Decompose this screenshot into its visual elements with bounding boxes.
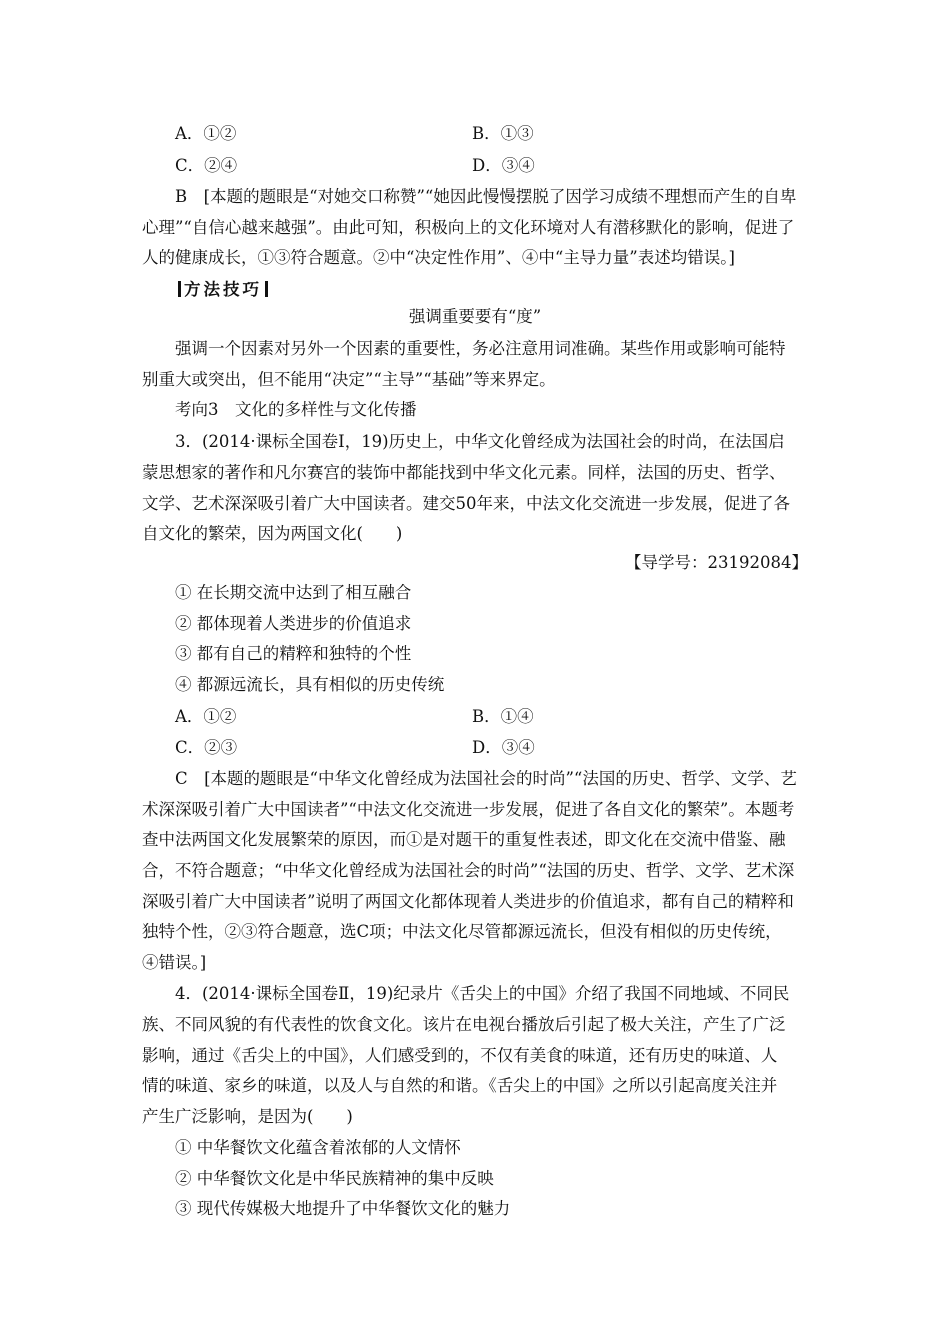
q3-answer-line-4: 合，不符合题意；“中华文化曾经成为法国社会的时尚”“法国的历史、哲学、文学、艺术深 xyxy=(142,861,795,880)
q3-line-3: 文学、艺术深深吸引着广大中国读者。建交50年来，中法文化交流进一步发展，促进了各 xyxy=(142,494,790,513)
q3-answer-line-1: C [本题的题眼是“中华文化曾经成为法国社会的时尚”“法国的历史、哲学、文学、艺 xyxy=(175,769,797,788)
q3-answer-line-6: 独特个性，②③符合题意，选C项；中法文化尽管都源远流长，但没有相似的历史传统， xyxy=(142,922,782,941)
method-line-2: 别重大或突出，但不能用“决定”“主导”“基础”等来界定。 xyxy=(142,370,556,389)
method-tag xyxy=(175,279,271,301)
q3-item-2: ② 都体现着人类进步的价值追求 xyxy=(175,614,412,633)
q4-line-4: 情的味道、家乡的味道，以及人与自然的和谐。《舌尖上的中国》之所以引起高度关注并 xyxy=(142,1076,778,1095)
q3-option-b: B．①④ xyxy=(472,707,534,726)
q3-item-4: ④ 都源远流长，具有相似的历史传统 xyxy=(175,675,445,694)
q3-answer-line-5: 深吸引着广大中国读者”说明了两国文化都体现着人类进步的价值追求，都有自己的精粹和 xyxy=(142,892,794,911)
q3-line-4: 自文化的繁荣，因为两国文化( ) xyxy=(142,524,403,543)
method-tag-label: 方法技巧 xyxy=(184,280,262,299)
option-d: D．③④ xyxy=(472,156,535,175)
q3-answer-line-2: 术深深吸引着广大中国读者”“中法文化交流进一步发展，促进了各自文化的繁荣”。本题考 xyxy=(142,800,795,819)
answer-line-3: 人的健康成长，①③符合题意。②中“决定性作用”、④中“主导力量”表述均错误。] xyxy=(142,248,735,267)
method-title: 强调重要要有“度” xyxy=(408,307,542,326)
guide-number: 【导学号：23192084】 xyxy=(625,553,808,572)
option-a: A．①② xyxy=(175,124,237,143)
q3-option-c: C．②③ xyxy=(175,738,238,757)
q3-option-a: A．①② xyxy=(175,707,237,726)
tag-bar-left xyxy=(178,281,181,297)
q4-line-2: 族、不同风貌的有代表性的饮食文化。该片在电视台播放后引起了极大关注，产生了广泛 xyxy=(142,1015,786,1034)
q4-item-2: ② 中华餐饮文化是中华民族精神的集中反映 xyxy=(175,1169,494,1188)
q3-answer-line-3: 查中法两国文化发展繁荣的原因，而①是对题干的重复性表述，即文化在交流中借鉴、融 xyxy=(142,830,786,849)
answer-line-2: 心理”“自信心越来越强”。由此可知，积极向上的文化环境对人有潜移默化的影响，促进了 xyxy=(142,218,795,237)
q3-item-3: ③ 都有自己的精粹和独特的个性 xyxy=(175,644,412,663)
option-b: B．①③ xyxy=(472,124,534,143)
q4-line-1: 4．(2014·课标全国卷Ⅱ，19)纪录片《舌尖上的中国》介绍了我国不同地域、不同民 xyxy=(175,984,790,1003)
answer-line-1: B [本题的题眼是“对她交口称赞”“她因此慢慢摆脱了因学习成绩不理想而产生的自卑 xyxy=(175,187,797,206)
q4-item-1: ① 中华餐饮文化蕴含着浓郁的人文情怀 xyxy=(175,1138,461,1157)
section-heading: 考向3 文化的多样性与文化传播 xyxy=(175,400,417,419)
q3-item-1: ① 在长期交流中达到了相互融合 xyxy=(175,583,412,602)
q3-answer-line-7: ④错误。] xyxy=(142,953,207,972)
q4-item-3: ③ 现代传媒极大地提升了中华餐饮文化的魅力 xyxy=(175,1199,511,1218)
q3-line-1: 3．(2014·课标全国卷Ⅰ，19)历史上，中华文化曾经成为法国社会的时尚，在法国启 xyxy=(175,432,785,451)
method-line-1: 强调一个因素对另外一个因素的重要性，务必注意用词准确。某些作用或影响可能特 xyxy=(175,339,786,358)
q4-line-3: 影响，通过《舌尖上的中国》，人们感受到的，不仅有美食的味道，还有历史的味道、人 xyxy=(142,1046,778,1065)
q4-line-5: 产生广泛影响，是因为( ) xyxy=(142,1107,353,1126)
q3-option-d: D．③④ xyxy=(472,738,535,757)
q3-line-2: 蒙思想家的著作和凡尔赛宫的装饰中都能找到中华文化元素。同样，法国的历史、哲学、 xyxy=(142,463,786,482)
tag-bar-right xyxy=(265,281,268,297)
option-c: C．②④ xyxy=(175,156,238,175)
